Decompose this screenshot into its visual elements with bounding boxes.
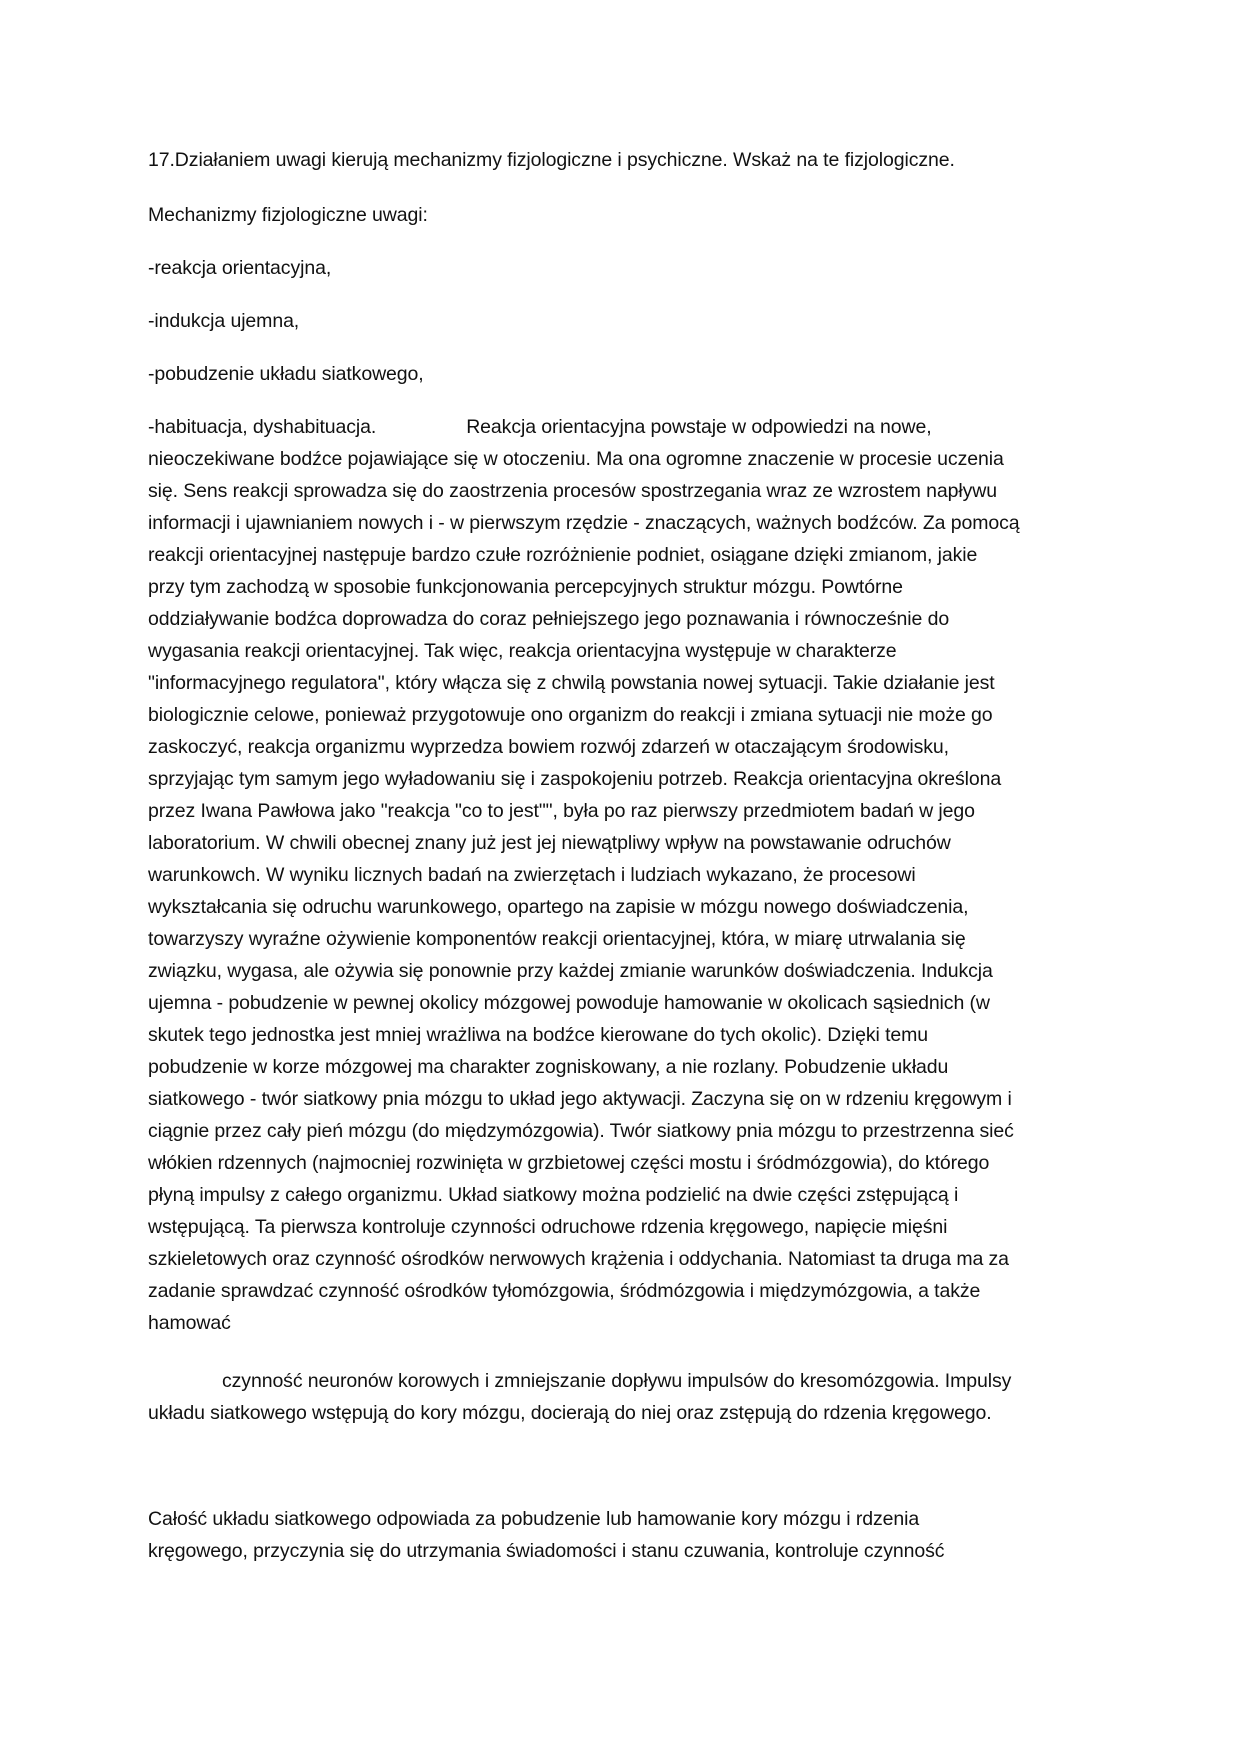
- paragraph-line: włókien rdzennych (najmocniej rozwinięta w grzbietowej części mostu i śródmózgowia), do którego: [148, 1152, 990, 1174]
- paragraph-line: reakcji orientacyjnej następuje bardzo czułe rozróżnienie podniet, osiągane dzięki zmianom, jakie: [148, 544, 978, 566]
- paragraph-line: ujemna - pobudzenie w pewnej okolicy mózgowej powoduje hamowanie w okolicach sąsiednich (w: [148, 992, 990, 1014]
- paragraph-first-line: [148, 415, 932, 439]
- list-item: -habituacja, dyshabituacja.: [148, 416, 377, 438]
- paragraph-line: "informacyjnego regulatora", który włącza się z chwilą powstania nowej sytuacji. Takie działanie jest: [148, 672, 995, 694]
- paragraph-line: nieoczekiwane bodźce pojawiające się w otoczeniu. Ma ona ogromne znaczenie w procesie uczenia: [148, 448, 1004, 470]
- paragraph-line: kręgowego, przyczynia się do utrzymania świadomości i stanu czuwania, kontroluje czynność: [148, 1540, 945, 1562]
- paragraph-line: szkieletowych oraz czynność ośrodków nerwowych krążenia i oddychania. Natomiast ta druga ma za: [148, 1248, 1009, 1270]
- paragraph-line: zadanie sprawdzać czynność ośrodków tyłomózgowia, śródmózgowia i międzymózgowia, a także: [148, 1280, 981, 1302]
- paragraph-line: oddziaływanie bodźca doprowadza do coraz pełniejszego jego poznawania i równocześnie do: [148, 608, 950, 630]
- paragraph-line: Reakcja orientacyjna powstaje w odpowiedzi na nowe,: [466, 416, 932, 438]
- list-item: -pobudzenie układu siatkowego,: [148, 363, 424, 385]
- paragraph-line: skutek tego jednostka jest mniej wrażliwa na bodźce kierowane do tych okolic). Dzięki temu: [148, 1024, 929, 1046]
- paragraph-line: biologicznie celowe, ponieważ przygotowuje ono organizm do reakcji i zmiana sytuacji nie może go: [148, 704, 993, 726]
- paragraph-line: warunkowch. W wyniku licznych badań na zwierzętach i ludziach wykazano, że procesowi: [148, 864, 916, 886]
- paragraph-line: związku, wygasa, ale ożywia się ponownie przy każdej zmianie warunków doświadczenia. Indukcja: [148, 960, 993, 982]
- paragraph-line: Całość układu siatkowego odpowiada za pobudzenie lub hamowanie kory mózgu i rdzenia: [148, 1508, 920, 1530]
- paragraph-line: ciągnie przez cały pień mózgu (do międzymózgowia). Twór siatkowy pnia mózgu to przestrzenna sieć: [148, 1120, 1014, 1142]
- paragraph-line: towarzyszy wyraźne ożywienie komponentów reakcji orientacyjnej, która, w miarę utrwalania się: [148, 928, 966, 950]
- paragraph-line: czynność neuronów korowych i zmniejszanie dopływu impulsów do kresomózgowia. Impulsy: [222, 1370, 1012, 1392]
- paragraph-line: wygasania reakcji orientacyjnej. Tak więc, reakcja orientacyjna występuje w charakterze: [148, 640, 897, 662]
- paragraph-line: wstępującą. Ta pierwsza kontroluje czynności odruchowe rdzenia kręgowego, napięcie mięśni: [148, 1216, 948, 1238]
- paragraph-line: laboratorium. W chwili obecnej znany już jest jej niewątpliwy wpływ na powstawanie odruchów: [148, 832, 951, 854]
- paragraph-line: siatkowego - twór siatkowy pnia mózgu to układ jego aktywacji. Zaczyna się on w rdzeniu kręgowym i: [148, 1088, 1012, 1110]
- paragraph-line: sprzyjając tym samym jego wyładowaniu się i zaspokojeniu potrzeb. Reakcja orientacyjna określona: [148, 768, 1002, 790]
- paragraph-line: informacji i ujawnianiem nowych i - w pierwszym rzędzie - znaczących, ważnych bodźców. Za pomocą: [148, 512, 1020, 534]
- paragraph-line: pobudzenie w korze mózgowej ma charakter zogniskowany, a nie rozlany. Pobudzenie układu: [148, 1056, 949, 1078]
- paragraph-line: hamować: [148, 1312, 231, 1334]
- paragraph-line: płyną impulsy z całego organizmu. Układ siatkowy można podzielić na dwie części zstępującą i: [148, 1184, 959, 1206]
- list-item: -reakcja orientacyjna,: [148, 257, 332, 279]
- section-subheading: Mechanizmy fizjologiczne uwagi:: [148, 204, 428, 226]
- paragraph-line: się. Sens reakcji sprowadza się do zaostrzenia procesów spostrzegania wraz ze wzrostem napływu: [148, 480, 997, 502]
- list-item: -indukcja ujemna,: [148, 310, 300, 332]
- paragraph-line: przez Iwana Pawłowa jako "reakcja "co to jest"", była po raz pierwszy przedmiotem badań w jego: [148, 800, 975, 822]
- paragraph-line: wykształcania się odruchu warunkowego, opartego na zapisie w mózgu nowego doświadczenia,: [148, 896, 969, 918]
- paragraph-line: przy tym zachodzą w sposobie funkcjonowania percepcyjnych struktur mózgu. Powtórne: [148, 576, 903, 598]
- paragraph-line: zaskoczyć, reakcja organizmu wyprzedza bowiem rozwój zdarzeń w otaczającym środowisku,: [148, 736, 949, 758]
- paragraph-line: układu siatkowego wstępują do kory mózgu, docierają do niej oraz zstępują do rdzenia kręgowego.: [148, 1402, 992, 1424]
- question-heading: 17.Działaniem uwagi kierują mechanizmy fizjologiczne i psychiczne. Wskaż na te fizjologiczne.: [148, 149, 955, 171]
